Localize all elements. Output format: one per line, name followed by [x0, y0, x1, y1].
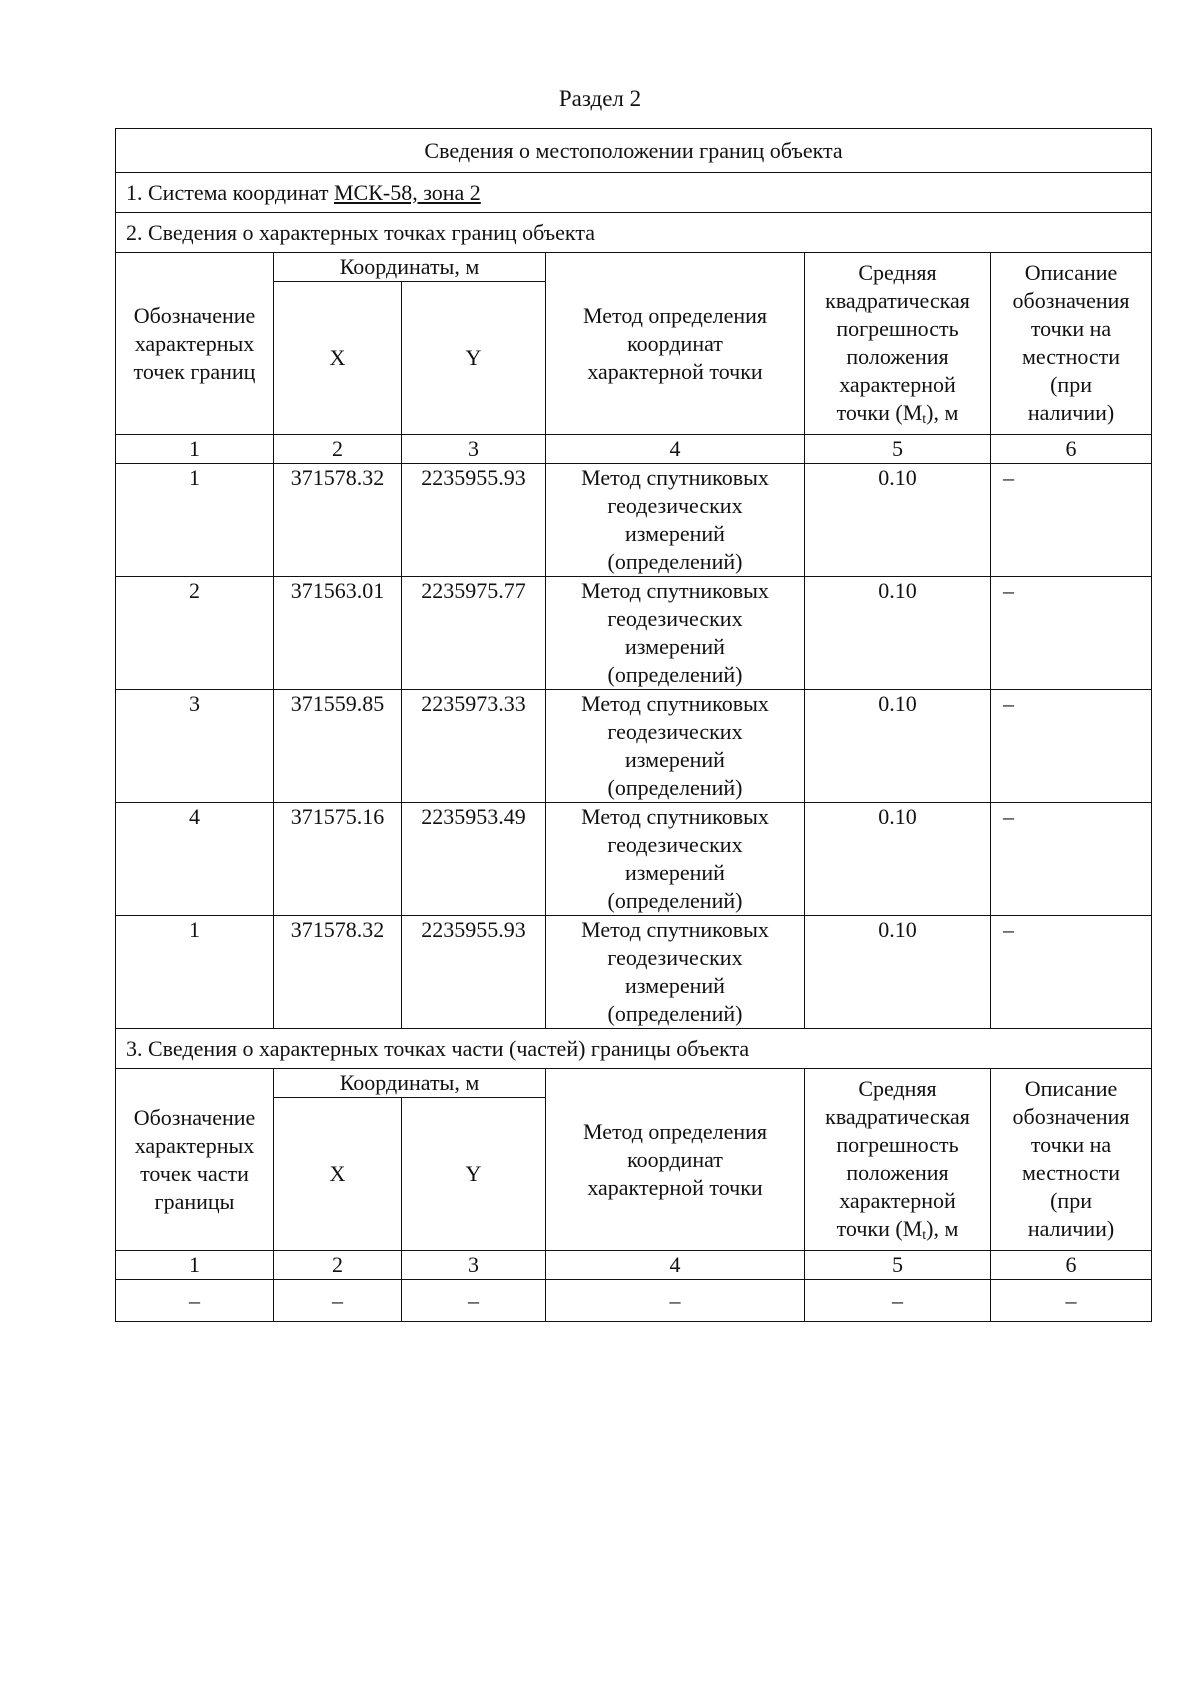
- empty-cell: –: [805, 1280, 991, 1322]
- table-title: Сведения о местоположении границ объекта: [116, 129, 1152, 173]
- part2-title: 2. Сведения о характерных точках границ объекта: [116, 213, 1152, 253]
- description: –: [991, 690, 1152, 803]
- header-x: X: [274, 282, 402, 435]
- coord-x: 371563.01: [274, 577, 402, 690]
- table-row: [116, 1280, 1152, 1322]
- coord-x: 371559.85: [274, 690, 402, 803]
- coord-y: 2235955.93: [402, 464, 546, 577]
- point-id: 2: [116, 577, 274, 690]
- header-coords: Координаты, м: [274, 253, 546, 282]
- colnum: 3: [402, 435, 546, 464]
- header-error-sub: t: [922, 1228, 927, 1243]
- description: –: [991, 803, 1152, 916]
- empty-cell: –: [116, 1280, 274, 1322]
- header-error-sub: t: [922, 412, 927, 427]
- description: –: [991, 464, 1152, 577]
- header-y: Y: [402, 282, 546, 435]
- empty-cell: –: [991, 1280, 1152, 1322]
- colnum: 6: [991, 435, 1152, 464]
- colnum: 5: [805, 435, 991, 464]
- table-row: [116, 464, 1152, 577]
- empty-cell: –: [274, 1280, 402, 1322]
- header-y: Y: [402, 1098, 546, 1251]
- colnum: 5: [805, 1251, 991, 1280]
- header-coords: Координаты, м: [274, 1069, 546, 1098]
- empty-cell: –: [402, 1280, 546, 1322]
- method: Метод спутниковых геодезических измерений (определений): [546, 803, 805, 916]
- colnum: 2: [274, 1251, 402, 1280]
- description: –: [991, 916, 1152, 1029]
- point-id: 4: [116, 803, 274, 916]
- empty-cell: –: [546, 1280, 805, 1322]
- table-row: [116, 916, 1152, 1029]
- error-value: 0.10: [805, 803, 991, 916]
- method: Метод спутниковых геодезических измерений (определений): [546, 690, 805, 803]
- header-method: Метод определения координат характерной точки: [546, 253, 805, 435]
- coord-x: 371578.32: [274, 464, 402, 577]
- coord-x: 371578.32: [274, 916, 402, 1029]
- header-designation: Обозначение характерных точек границ: [116, 253, 274, 435]
- colnum: 1: [116, 1251, 274, 1280]
- header-method: Метод определения координат характерной точки: [546, 1069, 805, 1251]
- point-id: 1: [116, 916, 274, 1029]
- method: Метод спутниковых геодезических измерений (определений): [546, 464, 805, 577]
- colnum: 2: [274, 435, 402, 464]
- coord-y: 2235975.77: [402, 577, 546, 690]
- coord-y: 2235953.49: [402, 803, 546, 916]
- coord-system-value: МСК-58, зона 2: [333, 179, 481, 205]
- header-error-main: Средняя квадратическая погрешность положения характерной точки (M: [825, 260, 970, 425]
- colnum: 4: [546, 435, 805, 464]
- colnum: 3: [402, 1251, 546, 1280]
- coord-y: 2235973.33: [402, 690, 546, 803]
- boundary-table: [115, 128, 1152, 1322]
- coord-x: 371575.16: [274, 803, 402, 916]
- colnum: 6: [991, 1251, 1152, 1280]
- point-id: 1: [116, 464, 274, 577]
- point-id: 3: [116, 690, 274, 803]
- header-error: [805, 253, 991, 435]
- header-error-tail: ), м: [926, 400, 959, 425]
- header-x: X: [274, 1098, 402, 1251]
- header-error-tail: ), м: [926, 1216, 959, 1241]
- error-value: 0.10: [805, 464, 991, 577]
- colnum: 1: [116, 435, 274, 464]
- error-value: 0.10: [805, 916, 991, 1029]
- table-row: [116, 577, 1152, 690]
- colnum: 4: [546, 1251, 805, 1280]
- part3-title: 3. Сведения о характерных точках части (частей) границы объекта: [116, 1029, 1152, 1069]
- header-description: Описание обозначения точки на местности (при наличии): [991, 1069, 1152, 1251]
- table-row: [116, 690, 1152, 803]
- error-value: 0.10: [805, 690, 991, 803]
- method: Метод спутниковых геодезических измерений (определений): [546, 577, 805, 690]
- coord-system-row: [116, 173, 1152, 213]
- header-designation-part: Обозначение характерных точек части границы: [116, 1069, 274, 1251]
- section-title: Раздел 2: [558, 86, 642, 111]
- header-error-main: Средняя квадратическая погрешность положения характерной точки (M: [825, 1076, 970, 1241]
- coord-y: 2235955.93: [402, 916, 546, 1029]
- description: –: [991, 577, 1152, 690]
- error-value: 0.10: [805, 577, 991, 690]
- header-error: [805, 1069, 991, 1251]
- coord-system-label: 1. Система координат: [126, 179, 334, 205]
- header-description: Описание обозначения точки на местности (при наличии): [991, 253, 1152, 435]
- table-row: [116, 803, 1152, 916]
- method: Метод спутниковых геодезических измерений (определений): [546, 916, 805, 1029]
